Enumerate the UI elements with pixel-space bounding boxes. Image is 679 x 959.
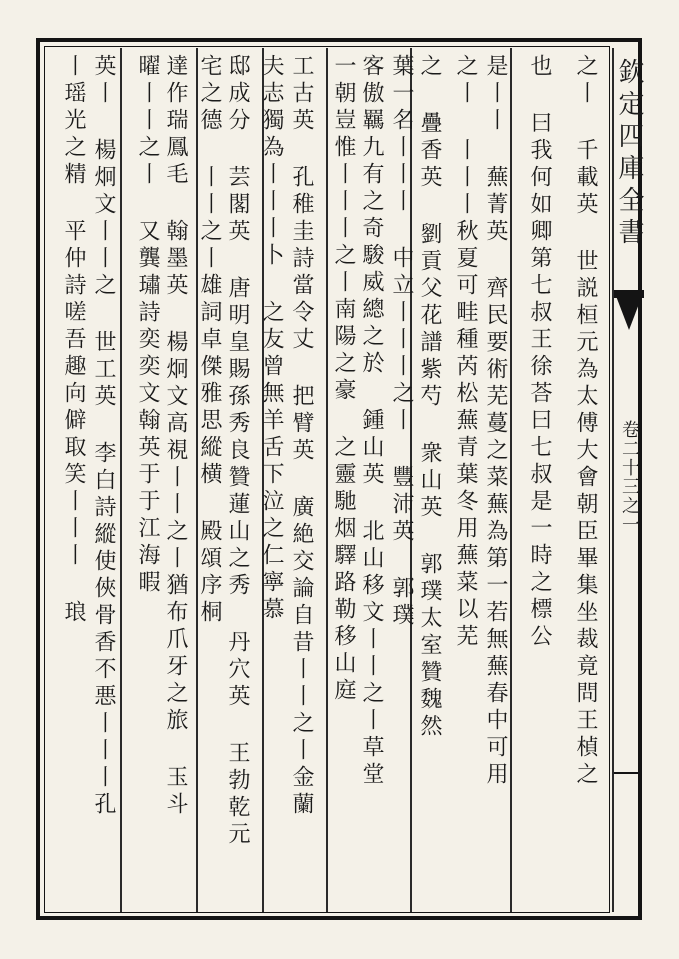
margin-juan: 卷二十三之一 (619, 420, 640, 534)
margin-title: 欽定四庫全書 (614, 58, 644, 250)
fishtail-mark (616, 296, 642, 330)
text-column-12: 宅之德 丨丨之丨雄詞卓傑雅思縱横 殿頌序桐 (197, 54, 222, 627)
text-column-2: 也 曰我何如卿第七叔王徐荅曰七叔是一時之標公 (527, 54, 552, 651)
text-column-7: 客傲羈九有之奇駿威總之於 鍾山英 北山移文丨丨之丨草堂 (359, 54, 384, 789)
text-column-9: 工古英 孔稚圭詩當令丈 把臂英 廣絶交論自昔丨丨之丨金蘭 (289, 54, 314, 819)
text-column-11: 邸成分 芸閣英 唐明皇賜孫秀良贊蓮山之秀 丹穴英 王勃乾元 (225, 54, 250, 849)
text-column-15: 英丨 楊炯文丨丨之 世工英 李白詩縱使俠骨香不悪丨丨丨孔 (91, 54, 116, 819)
text-column-10: 夫志獨為丨丨丨卜 之友曾無羊舌下泣之仁寧慕 (259, 54, 284, 624)
text-column-16: 丨瑶光之精 平仲詩嗟吾趣向僻取笑丨丨丨 琅 (61, 54, 86, 627)
text-column-6: 葉一名丨丨丨 中立丨丨丨之丨 豐沛英 郭璞 (389, 54, 414, 630)
margin-tick (612, 772, 642, 774)
text-column-4: 之丨 丨丨丨秋夏可畦種芮松蕪青葉冬用蕪菜以芜 (453, 54, 478, 651)
text-column-13: 達作瑞鳳毛 翰墨英 楊炯文高視丨丨之丨猶布爪牙之旅 玉斗 (163, 54, 188, 819)
text-column-8: 一朝豈惟丨丨丨之丨南陽之豪 之靈馳烟驛路勒移山庭 (331, 54, 356, 705)
text-column-14: 曜丨丨之丨 又龔璛詩奕奕文翰英于于江海暇 (135, 54, 160, 597)
text-column-5: 之 疊香英 劉貢父花譜紫芍 衆山英 郭璞太室贊魏然 (417, 54, 442, 741)
column-rule (612, 48, 614, 912)
text-column-1: 之丨 千載英 世説桓元為太傅大會朝臣畢集坐裁竟問王楨之 (573, 54, 598, 789)
text-column-3: 是丨丨 蕪菁英 齊民要術芜蔓之菜蕪為第一若無蕪春中可用 (483, 54, 508, 789)
